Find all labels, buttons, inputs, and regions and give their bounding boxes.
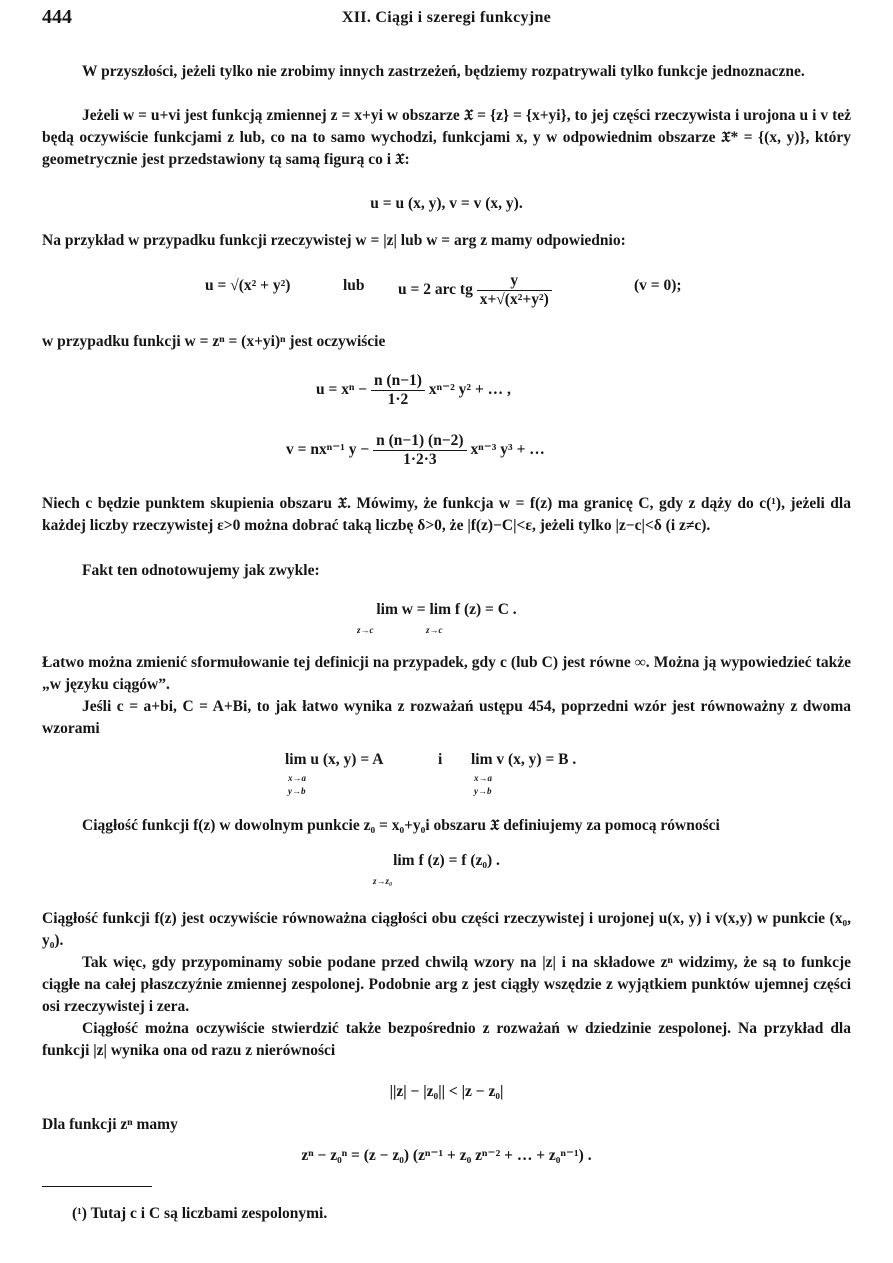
paragraph-real-imag-parts: Jeżeli w = u+vi jest funkcją zmiennej z = x+yi w obszarze 𝔛 = {z} = {x+yi}, to jej części rzeczywista i urojona u i v też będą oczywiście funkcjami z lub, co na to samo wychodzi, funkcjami x, y w odpowiednim obszarze 𝔛* = {(x, y)}, który geometrycznie jest przedstawiony tą samą figurą co i 𝔛: bbox=[42, 107, 851, 168]
paragraph-power-case: w przypadku funkcji w = zⁿ = (x+yi)ⁿ jest oczywiście bbox=[42, 333, 386, 350]
paragraph-direct-proof: Ciągłość można oczywiście stwierdzić także bezpośrednio z rozważań w dziedzinie zespolonej. Na przykład dla funkcji |z| wynika ona od razu z nierówności bbox=[42, 1020, 851, 1059]
power-u-right: xⁿ⁻² y² + … , bbox=[428, 380, 511, 398]
paragraph-two-formulas: Jeśli c = a+bi, C = A+Bi, to jak łatwo wynika z rozważań ustępu 454, poprzedni wzór jest równoważny z dwoma wzorami bbox=[42, 698, 851, 737]
power-u-numerator: n (n−1) bbox=[371, 372, 425, 391]
limit-v-subscript-x: x→a bbox=[474, 773, 492, 783]
running-title: XII. Ciągi i szeregi funkcyjne bbox=[341, 9, 552, 26]
equation-abs-value: u = √(x² + y²) bbox=[205, 277, 291, 294]
paragraph-notation: Fakt ten odnotowujemy jak zwykle: bbox=[82, 562, 320, 579]
continuity-subscript: z→z₀ bbox=[373, 876, 393, 886]
equation-lub: lub bbox=[343, 277, 365, 294]
equation-arg bbox=[398, 272, 552, 309]
equation-power-u bbox=[316, 372, 511, 409]
paragraph-continuity-parts: Ciągłość funkcji f(z) jest oczywiście równoważna ciągłości obu części rzeczywistej i urojonej u(x, y) i v(x,y) w punkcie (x₀, y₀). bbox=[42, 910, 851, 949]
limit-v-subscript-y: y→b bbox=[474, 786, 492, 796]
equation-v-zero: (v = 0); bbox=[634, 277, 682, 294]
paragraph-infinity-case: Łatwo można zmienić sformułowanie tej definicji na przypadek, gdy c (lub C) jest równe ∞. Można ją wypowiedzieć także „w języku ciągów”. bbox=[42, 654, 851, 693]
power-v-numerator: n (n−1) (n−2) bbox=[373, 432, 466, 451]
paragraph-continuous-functions: Tak więc, gdy przypominamy sobie podane przed chwilą wzory na |z| i na składowe zⁿ widzimy, że są to funkcje ciągłe na całej płaszczyźnie zmiennej zespolonej. Podobnie arg z jest ciągły wszędzie z wyjątkiem punktów ujemnej części osi rzeczywistej i zera. bbox=[42, 954, 851, 1015]
page-number: 444 bbox=[42, 6, 72, 28]
equation-inequality: ||z| − |z₀|| < |z − z₀| bbox=[389, 1083, 504, 1100]
power-u-fraction bbox=[371, 372, 425, 409]
paragraph-example-abs-arg: Na przykład w przypadku funkcji rzeczywistej w = |z| lub w = arg z mamy odpowiednio: bbox=[42, 232, 626, 249]
paragraph-continuity-definition: Ciągłość funkcji f(z) w dowolnym punkcie z₀ = x₀+y₀i obszaru 𝔛 definiujemy za pomocą równości bbox=[82, 817, 720, 834]
paragraph-single-valued: W przyszłości, jeżeli tylko nie zrobimy innych zastrzeżeń, będziemy rozpatrywali tylko funkcje jednoznaczne. bbox=[82, 63, 805, 80]
arg-left: u = 2 arc tg bbox=[398, 280, 473, 298]
power-v-denominator: 1·2·3 bbox=[403, 450, 437, 468]
equation-limit-v: lim v (x, y) = B . bbox=[471, 751, 577, 768]
equation-power-difference: zⁿ − z₀ⁿ = (z − z₀) (zⁿ⁻¹ + z₀ zⁿ⁻² + … + z₀ⁿ⁻¹) . bbox=[301, 1147, 592, 1164]
equation-power-v bbox=[286, 432, 545, 469]
power-v-left: v = nxⁿ⁻¹ y − bbox=[286, 440, 370, 458]
equation-limit-u: lim u (x, y) = A bbox=[285, 751, 384, 768]
arg-denominator: x+√(x²+y²) bbox=[479, 290, 549, 308]
footnote: (¹) Tutaj c i C są liczbami zespolonymi. bbox=[72, 1205, 328, 1222]
power-u-denominator: 1·2 bbox=[387, 390, 409, 408]
paragraph-power-function: Dla funkcji zⁿ mamy bbox=[42, 1116, 178, 1133]
power-v-fraction bbox=[373, 432, 466, 469]
power-v-right: xⁿ⁻³ y³ + … bbox=[470, 440, 545, 458]
paragraph-limit-definition: Niech c będzie punktem skupienia obszaru 𝔛. Mówimy, że funkcja w = f(z) ma granicę C, gdy z dąży do c(¹), jeżeli dla każdej liczby rzeczywistej ε>0 można dobrać taką liczbę δ>0, że |f(z)−C|<ε, jeżeli tylko |z−c|<δ (i z≠c). bbox=[42, 495, 851, 534]
page-header bbox=[42, 6, 851, 32]
limit-u-subscript-x: x→a bbox=[288, 773, 306, 783]
limit-u-subscript-y: y→b bbox=[288, 786, 306, 796]
equation-u-v: u = u (x, y), v = v (x, y). bbox=[370, 195, 523, 212]
arg-fraction bbox=[477, 272, 552, 309]
limit-subscript-1: z→c bbox=[357, 625, 374, 635]
equation-and: i bbox=[438, 751, 443, 768]
equation-limit: lim w = lim f (z) = C . bbox=[376, 601, 517, 618]
arg-numerator: y bbox=[477, 272, 552, 291]
footnote-rule bbox=[42, 1186, 152, 1187]
limit-subscript-2: z→c bbox=[426, 625, 443, 635]
power-u-left: u = xⁿ − bbox=[316, 380, 368, 398]
equation-continuity: lim f (z) = f (z₀) . bbox=[393, 852, 500, 869]
